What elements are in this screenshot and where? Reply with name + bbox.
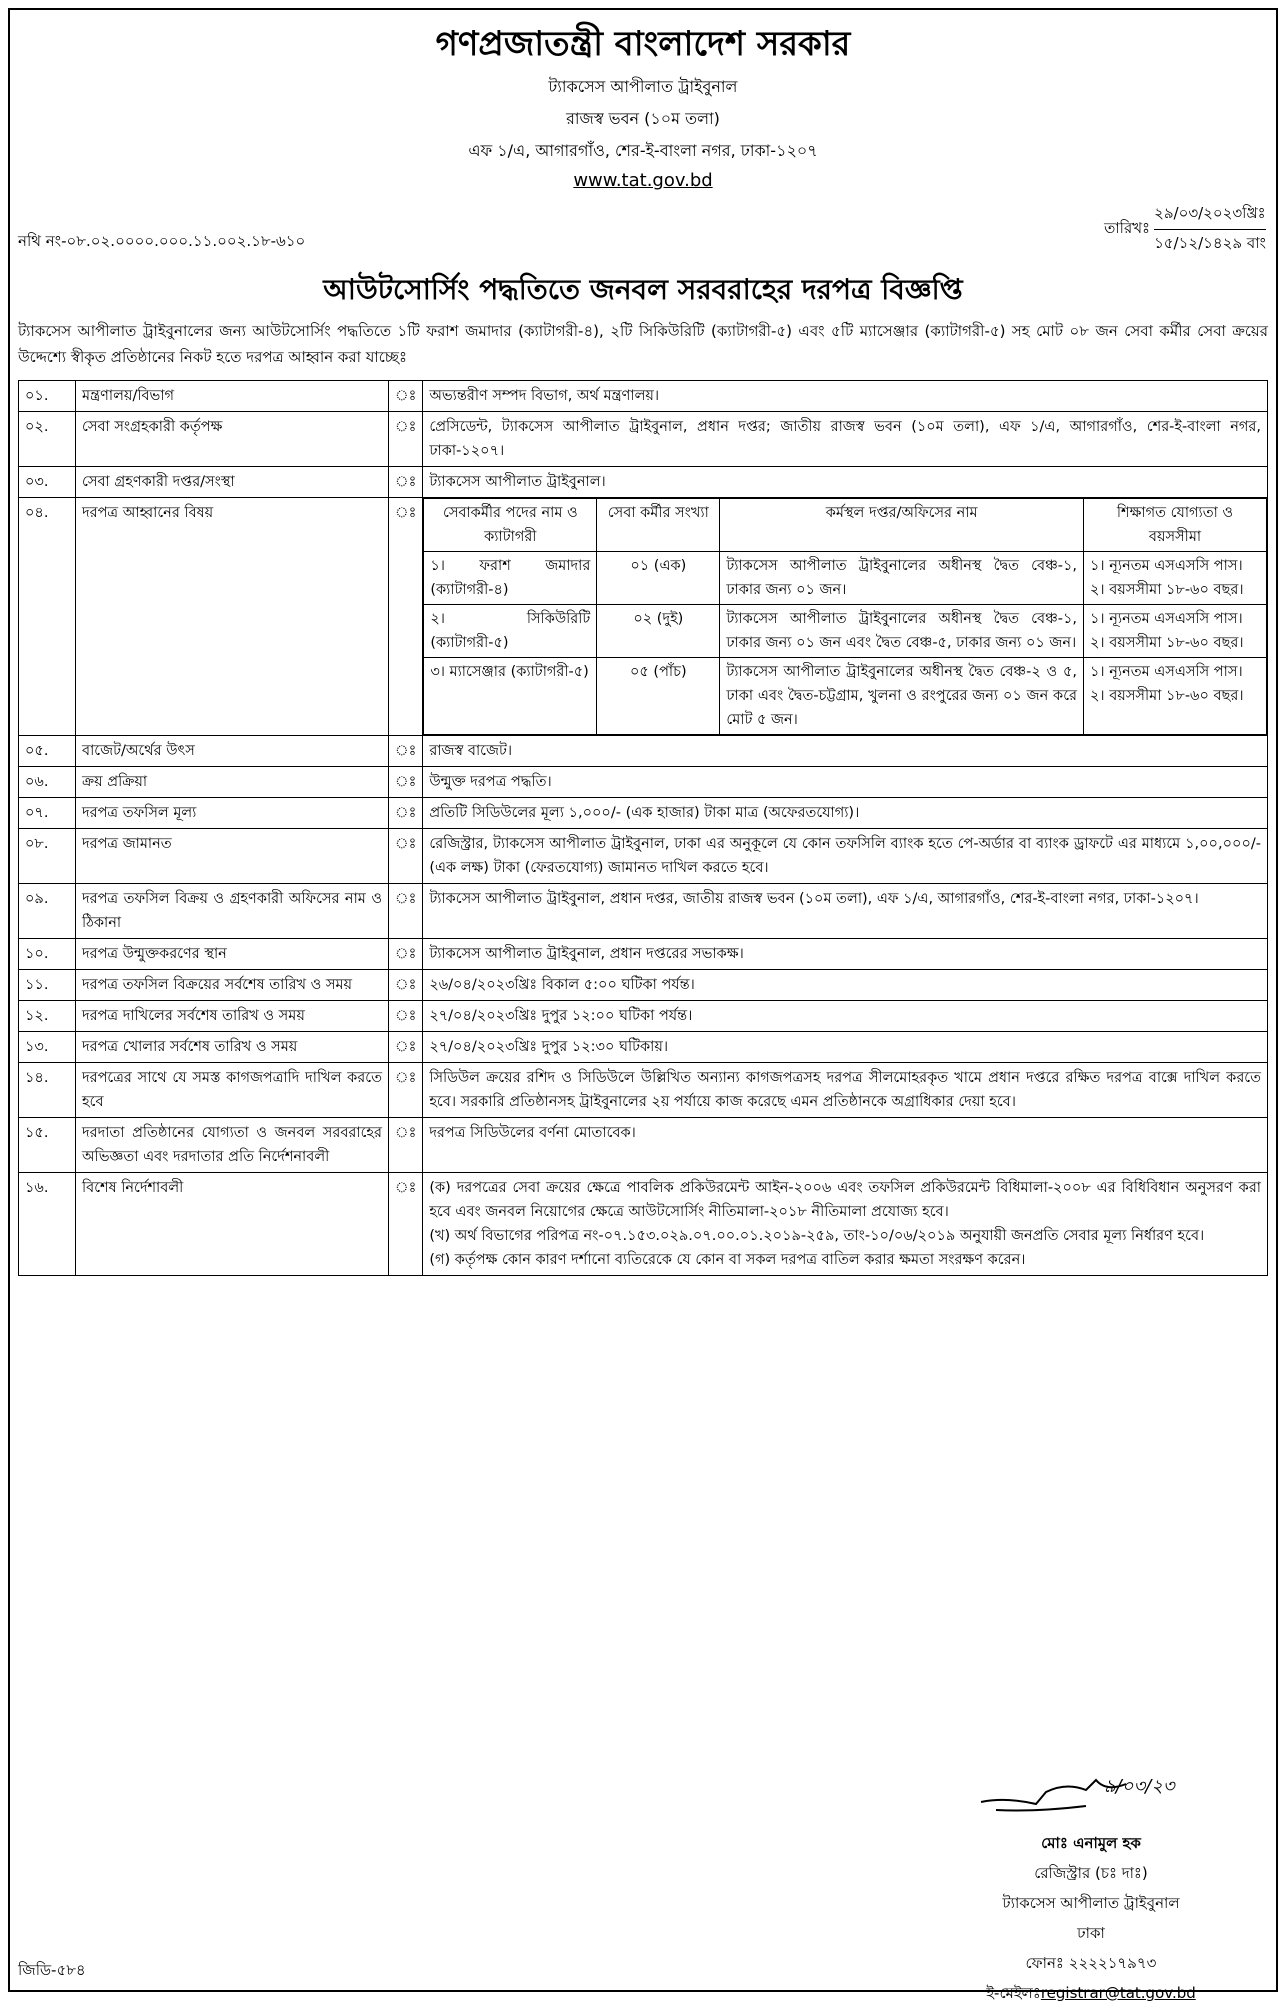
row-colon: ঃ <box>389 412 423 467</box>
row-number: ০১. <box>19 381 76 412</box>
table-row <box>19 767 1268 798</box>
row-colon: ঃ <box>389 798 423 829</box>
row-colon: ঃ <box>389 939 423 970</box>
signature-date: ৯/০৩/২৩ <box>1104 1776 1175 1797</box>
signatory-office: ট্যাকসেস আপীলাত ট্রাইবুনাল <box>1002 1894 1180 1912</box>
age-limit-line: ২। বয়সসীমা ১৮-৬০ বছর। <box>1090 688 1244 704</box>
post-qualification <box>1084 552 1267 605</box>
row-colon: ঃ <box>389 1063 423 1118</box>
email-label: ই-মেইলঃ <box>986 1984 1041 2002</box>
phone-number: ২২২২১৭৯৭৩ <box>1068 1954 1157 1972</box>
memo-number: নথি নং-০৮.০২.০০০০.০০০.১১.০০২.১৮-৬১০ <box>18 232 306 250</box>
row-number: ০২. <box>19 412 76 467</box>
phone-label: ফোনঃ <box>1025 1954 1064 1972</box>
table-row <box>19 1001 1268 1032</box>
row-number: ০৭. <box>19 798 76 829</box>
row-label: সেবা সংগ্রহকারী কর্তৃপক্ষ <box>76 412 389 467</box>
table-row <box>19 884 1268 939</box>
handwritten-signature <box>976 1762 1206 1828</box>
row-number: ১১. <box>19 970 76 1001</box>
post-qualification <box>1084 658 1267 735</box>
row-value: অভ্যন্তরীণ সম্পদ বিভাগ, অর্থ মন্ত্রণালয়। <box>423 381 1268 412</box>
row-label: বিশেষ নির্দেশাবলী <box>76 1173 389 1276</box>
intro-paragraph: ট্যাকসেস আপীলাত ট্রাইবুনালের জন্য আউটসোর্সিং পদ্ধতিতে ১টি ফরাশ জমাদার (ক্যাটাগরী-৪), ২টি সিকিউরিটি (ক্যাটাগরী-৫) এবং ৫টি ম্যাসেঞ্জার (ক্যাটাগরী-৫) সহ মোট ০৮ জন সেবা কর্মীর সেবা ক্রয়ের উদ্দেশ্যে স্বীকৃত প্রতিষ্ঠানের নিকট হতে দরপত্র আহ্বান করা যাচ্ছেঃ <box>18 322 1268 366</box>
age-limit-line: ২। বয়সসীমা ১৮-৬০ বছর। <box>1090 582 1244 598</box>
row-value: রেজিস্ট্রার, ট্যাকসেস আপীলাত ট্রাইবুনাল, ঢাকা এর অনুকূলে যে কোন তফসিলি ব্যাংক হতে পে-অর্ডার বা ব্যাংক ড্রাফটে এর মাধ্যমে ১,০০,০০০/- (এক লক্ষ) টাকা (ফেরতযোগ্য) জামানত দাখিল করতে হবে। <box>423 829 1268 884</box>
row-value: ২৬/০৪/২০২৩খ্রিঃ বিকাল ৫:০০ ঘটিকা পর্যন্ত। <box>423 970 1268 1001</box>
table-row <box>19 467 1268 498</box>
row-colon: ঃ <box>389 884 423 939</box>
row-value: দরপত্র সিডিউলের বর্ণনা মোতাবেক। <box>423 1118 1268 1173</box>
table-row <box>19 1173 1268 1276</box>
row-colon: ঃ <box>389 1032 423 1063</box>
header-count: সেবা কর্মীর সংখ্যা <box>597 499 720 552</box>
row-colon: ঃ <box>389 767 423 798</box>
post-qualification <box>1084 605 1267 658</box>
office-name: ট্যাকসেস আপীলাত ট্রাইবুনাল <box>548 77 738 96</box>
signatory-city: ঢাকা <box>1077 1924 1105 1942</box>
table-row <box>19 736 1268 767</box>
row-value <box>423 498 1268 736</box>
row-label: সেবা গ্রহণকারী দপ্তর/সংস্থা <box>76 467 389 498</box>
tender-details-table <box>18 380 1268 1276</box>
row-value: ট্যাকসেস আপীলাত ট্রাইবুনাল, প্রধান দপ্তর, জাতীয় রাজস্ব ভবন (১০ম তলা), এফ ১/এ, আগারগাঁও, শের-ই-বাংলা নগর, ঢাকা-১২০৭। <box>423 884 1268 939</box>
table-row <box>19 1118 1268 1173</box>
memo-date <box>1104 200 1266 259</box>
row-colon: ঃ <box>389 467 423 498</box>
signatory-name: মোঃ এনামুল হক <box>1041 1834 1141 1852</box>
header-office: কর্মস্থল দপ্তর/অফিসের নাম <box>720 499 1084 552</box>
row-label: দরপত্র উন্মুক্তকরণের স্থান <box>76 939 389 970</box>
table-row <box>19 1032 1268 1063</box>
office-address: এফ ১/এ, আগারগাঁও, শের-ই-বাংলা নগর, ঢাকা-১২০৭ <box>468 141 818 160</box>
row-colon: ঃ <box>389 1173 423 1276</box>
table-row <box>19 798 1268 829</box>
table-row <box>19 381 1268 412</box>
row-value: ২৭/০৪/২০২৩খ্রিঃ দুপুর ১২:৩০ ঘটিকায়। <box>423 1032 1268 1063</box>
row-label: দরপত্র তফসিল বিক্রয়ের সর্বশেষ তারিখ ও সময় <box>76 970 389 1001</box>
row-number: ১৬. <box>19 1173 76 1276</box>
post-name: ৩। ম্যাসেঞ্জার (ক্যাটাগরী-৫) <box>424 658 597 735</box>
table-row <box>19 829 1268 884</box>
subject-header-row <box>424 499 1267 552</box>
instruction-kha: (খ) অর্থ বিভাগের পরিপত্র নং-০৭.১৫৩.০২৯.০৭.০০.০১.২০১৯-২৫৯, তাং-১০/০৬/২০১৯ অনুযায়ী জনপ্রতি সেবার মূল্য নির্ধারণ হবে। <box>429 1228 1205 1244</box>
header-qualification: শিক্ষাগত যোগ্যতা ও বয়সসীমা <box>1084 499 1267 552</box>
post-count: ০১ (এক) <box>597 552 720 605</box>
email-line <box>976 1978 1206 2008</box>
post-count: ০২ (দুই) <box>597 605 720 658</box>
row-colon: ঃ <box>389 498 423 736</box>
row-label: ক্রয় প্রক্রিয়া <box>76 767 389 798</box>
row-number: ১৩. <box>19 1032 76 1063</box>
table-row <box>19 1063 1268 1118</box>
row-number: ০৩. <box>19 467 76 498</box>
row-label: দরপত্র জামানত <box>76 829 389 884</box>
instruction-ga: (গ) কর্তৃপক্ষ কোন কারণ দর্শানো ব্যতিরেকে যে কোন বা সকল দরপত্র বাতিল করার ক্ষমতা সংরক্ষণ করেন। <box>429 1252 1026 1268</box>
row-number: ১২. <box>19 1001 76 1032</box>
date-bangla: ১৫/১২/১৪২৯ বাং <box>1154 234 1266 252</box>
row-value: ২৭/০৪/২০২৩খ্রিঃ দুপুর ১২:০০ ঘটিকা পর্যন্ত। <box>423 1001 1268 1032</box>
tender-notice-page <box>8 8 1278 2002</box>
row-colon: ঃ <box>389 1001 423 1032</box>
signatory-designation: রেজিস্ট্রার (চঃ দাঃ) <box>1034 1864 1148 1882</box>
row-number: ০৯. <box>19 884 76 939</box>
post-office: ট্যাকসেস আপীলাত ট্রাইবুনালের অধীনস্থ দ্বৈত বেঞ্চ-১, ঢাকার জন্য ০১ জন এবং দ্বৈত বেঞ্চ-৫, ঢাকার জন্য ০১ জন। <box>720 605 1084 658</box>
website-link[interactable]: www.tat.gov.bd <box>573 170 713 191</box>
subject-row <box>424 605 1267 658</box>
post-count: ০৫ (পাঁচ) <box>597 658 720 735</box>
row-label: দরপত্র দাখিলের সর্বশেষ তারিখ ও সময় <box>76 1001 389 1032</box>
date-gregorian: ২৯/০৩/২০২৩খ্রিঃ <box>1154 200 1266 230</box>
row-number: ০৬. <box>19 767 76 798</box>
signature-scribble-icon <box>976 1762 1206 1828</box>
email-link[interactable]: registrar@tat.gov.bd <box>1040 1984 1196 2002</box>
row-value: উন্মুক্ত দরপত্র পদ্ধতি। <box>423 767 1268 798</box>
row-colon: ঃ <box>389 970 423 1001</box>
row-label: বাজেট/অর্থের উৎস <box>76 736 389 767</box>
qualification-line: ১। ন্যূনতম এসএসসি পাস। <box>1090 611 1243 627</box>
building-name: রাজস্ব ভবন (১০ম তলা) <box>566 109 720 128</box>
table-row <box>19 498 1268 736</box>
row-label: মন্ত্রণালয়/বিভাগ <box>76 381 389 412</box>
row-number: ১০. <box>19 939 76 970</box>
row-label: দরপত্র তফসিল মূল্য <box>76 798 389 829</box>
post-name: ১। ফরাশ জমাদার (ক্যাটাগরী-৪) <box>424 552 597 605</box>
subject-table <box>423 498 1267 735</box>
post-name: ২। সিকিউরিটি (ক্যাটাগরী-৫) <box>424 605 597 658</box>
age-limit-line: ২। বয়সসীমা ১৮-৬০ বছর। <box>1090 635 1244 651</box>
row-value: ট্যাকসেস আপীলাত ট্রাইবুনাল। <box>423 467 1268 498</box>
gd-number: জিডি-৫৮৪ <box>18 1961 86 1979</box>
notice-title: আউটসোর্সিং পদ্ধতিতে জনবল সরবরাহের দরপত্র বিজ্ঞপ্তি <box>323 273 963 306</box>
row-label: দরদাতা প্রতিষ্ঠানের যোগ্যতা ও জনবল সরবরাহের অভিজ্ঞতা এবং দরদাতার প্রতি নির্দেশনাবলী <box>76 1118 389 1173</box>
row-value: ট্যাকসেস আপীলাত ট্রাইবুনাল, প্রধান দপ্তরের সভাকক্ষ। <box>423 939 1268 970</box>
row-value: সিডিউল ক্রয়ের রশিদ ও সিডিউলে উল্লিখিত অন্যান্য কাগজপত্রসহ দরপত্র সীলমোহরকৃত খামে প্রধান দপ্তরে রক্ষিত দরপত্র বাক্সে দাখিল করতে হবে। সরকারি প্রতিষ্ঠানসহ ট্রাইবুনালের ২য় পর্যায়ে কাজ করেছে এমন প্রতিষ্ঠানকে অগ্রাধিকার দেয়া হবে। <box>423 1063 1268 1118</box>
row-label: দরপত্রের সাথে যে সমস্ত কাগজপত্রাদি দাখিল করতে হবে <box>76 1063 389 1118</box>
qualification-line: ১। ন্যূনতম এসএসসি পাস। <box>1090 558 1243 574</box>
row-value <box>423 1173 1268 1276</box>
row-colon: ঃ <box>389 736 423 767</box>
phone-line <box>976 1948 1206 1978</box>
table-row <box>19 970 1268 1001</box>
subject-row <box>424 658 1267 735</box>
date-label: তারিখঃ <box>1104 219 1151 237</box>
row-label: দরপত্র আহ্বানের বিষয় <box>76 498 389 736</box>
post-office: ট্যাকসেস আপীলাত ট্রাইবুনালের অধীনস্থ দ্বৈত বেঞ্চ-১, ঢাকার জন্য ০১ জন। <box>720 552 1084 605</box>
row-colon: ঃ <box>389 381 423 412</box>
row-value: প্রেসিডেন্ট, ট্যাকসেস আপীলাত ট্রাইবুনাল, প্রধান দপ্তর; জাতীয় রাজস্ব ভবন (১০ম তলা), এফ ১/এ, আগারগাঁও, শের-ই-বাংলা নগর, ঢাকা-১২০৭। <box>423 412 1268 467</box>
subject-row <box>424 552 1267 605</box>
row-value: রাজস্ব বাজেট। <box>423 736 1268 767</box>
table-row <box>19 412 1268 467</box>
row-label: দরপত্র তফসিল বিক্রয় ও গ্রহণকারী অফিসের নাম ও ঠিকানা <box>76 884 389 939</box>
row-colon: ঃ <box>389 829 423 884</box>
row-label: দরপত্র খোলার সর্বশেষ তারিখ ও সময় <box>76 1032 389 1063</box>
qualification-line: ১। ন্যূনতম এসএসসি পাস। <box>1090 664 1243 680</box>
row-number: ০৮. <box>19 829 76 884</box>
header-post: সেবাকর্মীর পদের নাম ও ক্যাটাগরী <box>424 499 597 552</box>
row-number: ১৫. <box>19 1118 76 1173</box>
signature-block <box>976 1762 1206 2008</box>
instruction-ka: (ক) দরপত্রের সেবা ক্রয়ের ক্ষেত্রে পাবলিক প্রকিউরমেন্ট আইন-২০০৬ এবং তফসিল প্রকিউরমেন্ট বিধিমালা-২০০৮ এর বিধিবিধান অনুসরণ করা হবে এবং জনবল নিয়োগের ক্ষেত্রে আউটসোর্সিং নীতিমালা-২০১৮ নীতিমালা প্রযোজ্য হবে। <box>429 1180 1261 1220</box>
row-number: ০৪. <box>19 498 76 736</box>
row-number: ১৪. <box>19 1063 76 1118</box>
row-number: ০৫. <box>19 736 76 767</box>
row-colon: ঃ <box>389 1118 423 1173</box>
table-row <box>19 939 1268 970</box>
row-value: প্রতিটি সিডিউলের মূল্য ১,০০০/- (এক হাজার) টাকা মাত্র (অফেরতযোগ্য)। <box>423 798 1268 829</box>
post-office: ট্যাকসেস আপীলাত ট্রাইবুনালের অধীনস্থ দ্বৈত বেঞ্চ-২ ও ৫, ঢাকা এবং দ্বৈত-চট্টগ্রাম, খুলনা ও রংপুরের জন্য ০১ জন করে মোট ৫ জন। <box>720 658 1084 735</box>
government-title: গণপ্রজাতন্ত্রী বাংলাদেশ সরকার <box>435 24 851 64</box>
